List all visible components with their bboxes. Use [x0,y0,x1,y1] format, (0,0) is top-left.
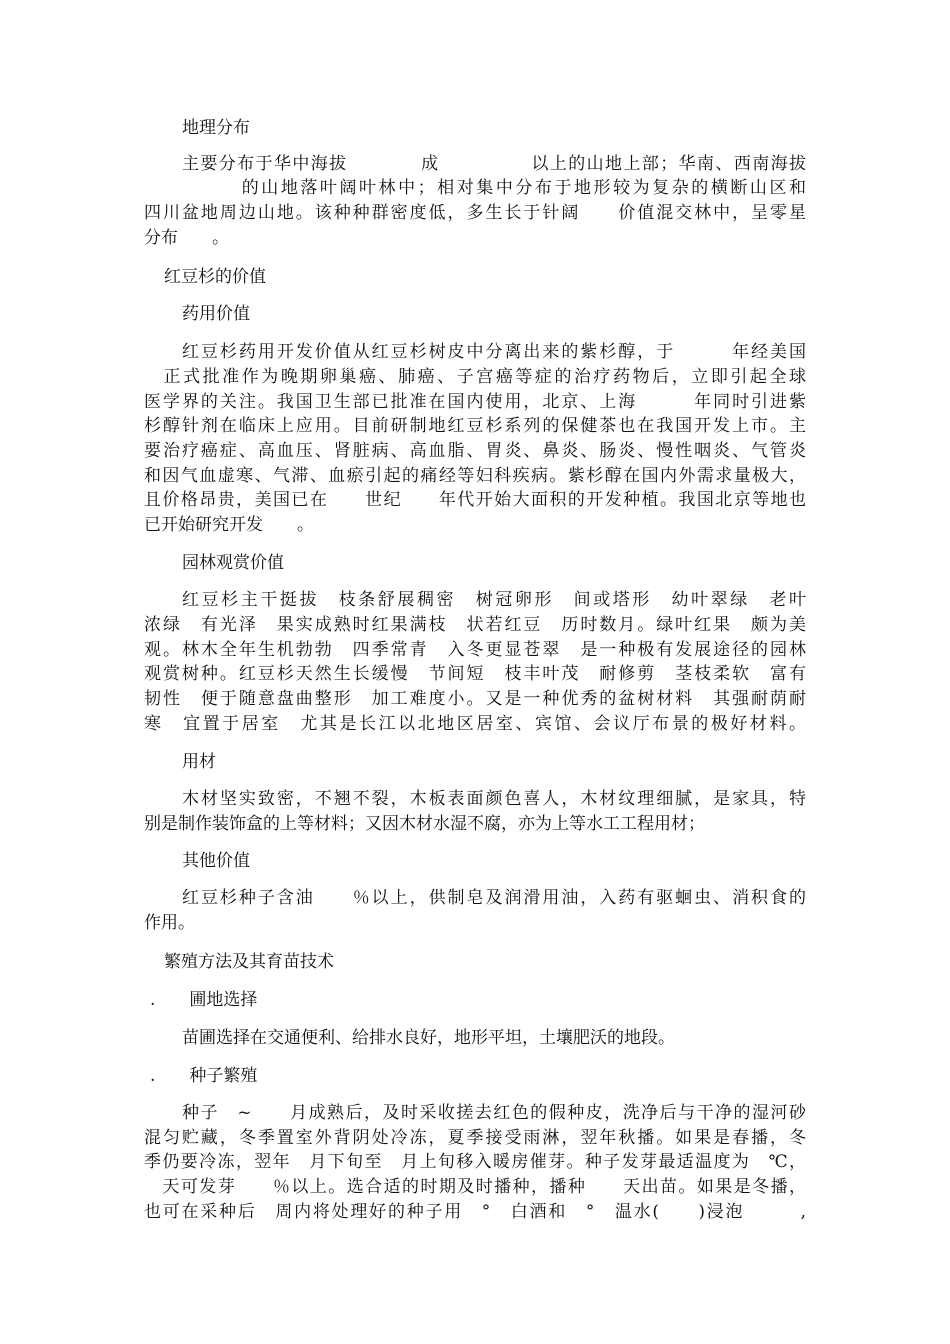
paragraph-line: 观。林木全年生机勃勃 四季常青 入冬更显苍翠 是一种极有发展途径的园林 [144,640,806,660]
paragraph-line: 寒 宜置于居室 尤其是长江以北地区居室、宾馆、会议厅布景的极好材料。 [144,714,806,734]
paragraph-line: 红豆杉种子含油 ％以上，供制皂及润滑用油，入药有驱蛔虫、消积食的 [182,888,806,908]
paragraph-line: 要治疗癌症、高血压、肾脏病、高血脂、胃炎、鼻炎、肠炎、慢性咽炎、气管炎 [144,441,806,461]
paragraph-line: 杉醇针剂在临床上应用。目前研制地红豆杉系列的保健茶也在我国开发上市。主 [144,416,806,436]
paragraph-line: 医学界的关注。我国卫生部已批准在国内使用，北京、上海 年同时引进紫 [144,392,806,412]
heading-other-value: 其他价值 [182,851,250,871]
paragraph-line: 正式批准作为晚期卵巢癌、肺癌、子宫癌等症的治疗药物后，立即引起全球 [144,367,806,387]
paragraph-line: 主要分布于华中海拔 成 以上的山地上部；华南、西南海拔 [182,154,806,174]
paragraph-line: 观赏树种。红豆杉天然生长缓慢 节间短 枝丰叶茂 耐修剪 茎枝柔软 富有 [144,664,806,684]
paragraph-line: 和因气血虚寒、气滞、血瘀引起的痛经等妇科疾病。紫杉醇在国内外需求量极大， [144,466,806,486]
heading-value: 红豆杉的价值 [164,267,266,287]
paragraph-line: 混匀贮藏，冬季置室外背阴处冷冻，夏季接受雨淋，翌年秋播。如果是春播，冬 [144,1128,806,1148]
paragraph-line: 红豆杉主干挺拔 枝条舒展稠密 树冠卵形 间或塔形 幼叶翠绿 老叶 [182,590,806,610]
paragraph-line: 已开始研究开发 。 [144,515,314,535]
paragraph-line: 四川盆地周边山地。该种种群密度低，多生长于针阔 价值混交林中，呈零星 [144,203,806,223]
paragraph-line: 季仍要冷冻，翌年 月下旬至 月上旬移入暖房催芽。种子发芽最适温度为 ℃， [144,1152,806,1172]
heading-propagation: 繁殖方法及其育苗技术 [164,952,334,972]
heading-nursery-selection: . 圃地选择 [150,990,258,1010]
heading-seed-propagation: . 种子繁殖 [150,1066,258,1086]
paragraph-line: 且价格昂贵，美国已在 世纪 年代开始大面积的开发种植。我国北京等地也 [144,490,806,510]
paragraph-line: 作用。 [144,913,195,933]
paragraph-line: 红豆杉药用开发价值从红豆杉树皮中分离出来的紫杉醇，于 年经美国 [182,342,806,362]
heading-medicinal: 药用价值 [182,304,250,324]
paragraph-line: 的山地落叶阔叶林中；相对集中分布于地形较为复杂的横断山区和 [144,178,806,198]
paragraph-line: 天可发芽 ％以上。选合适的时期及时播种，播种 天出苗。如果是冬播， [144,1177,806,1197]
paragraph-line: 种子 ~ 月成熟后，及时采收搓去红色的假种皮，洗净后与干净的湿河砂 [182,1103,806,1123]
paragraph-line: 浓绿 有光泽 果实成熟时红果满枝 状若红豆 历时数月。绿叶红果 颇为美 [144,615,806,635]
heading-timber: 用材 [182,752,216,772]
paragraph-line: 韧性 便于随意盘曲整形 加工难度小。又是一种优秀的盆树材料 其强耐荫耐 [144,689,806,709]
paragraph-line: 也可在采种后 周内将处理好的种子用 ° 白酒和 ° 温水( )浸泡 , [144,1202,806,1222]
paragraph-line: 苗圃选择在交通便利、给排水良好，地形平坦，土壤肥沃的地段。 [182,1028,675,1048]
paragraph-line: 木材坚实致密，不翘不裂，木板表面颜色喜人，木材纹理细腻，是家具，特 [182,789,806,809]
heading-ornamental: 园林观赏价值 [182,553,284,573]
paragraph-line: 别是制作装饰盒的上等材料；又因木材水湿不腐，亦为上等水工工程用材； [144,814,705,834]
heading-geo-distribution: 地理分布 [182,118,250,138]
paragraph-line: 分布 。 [144,228,229,248]
